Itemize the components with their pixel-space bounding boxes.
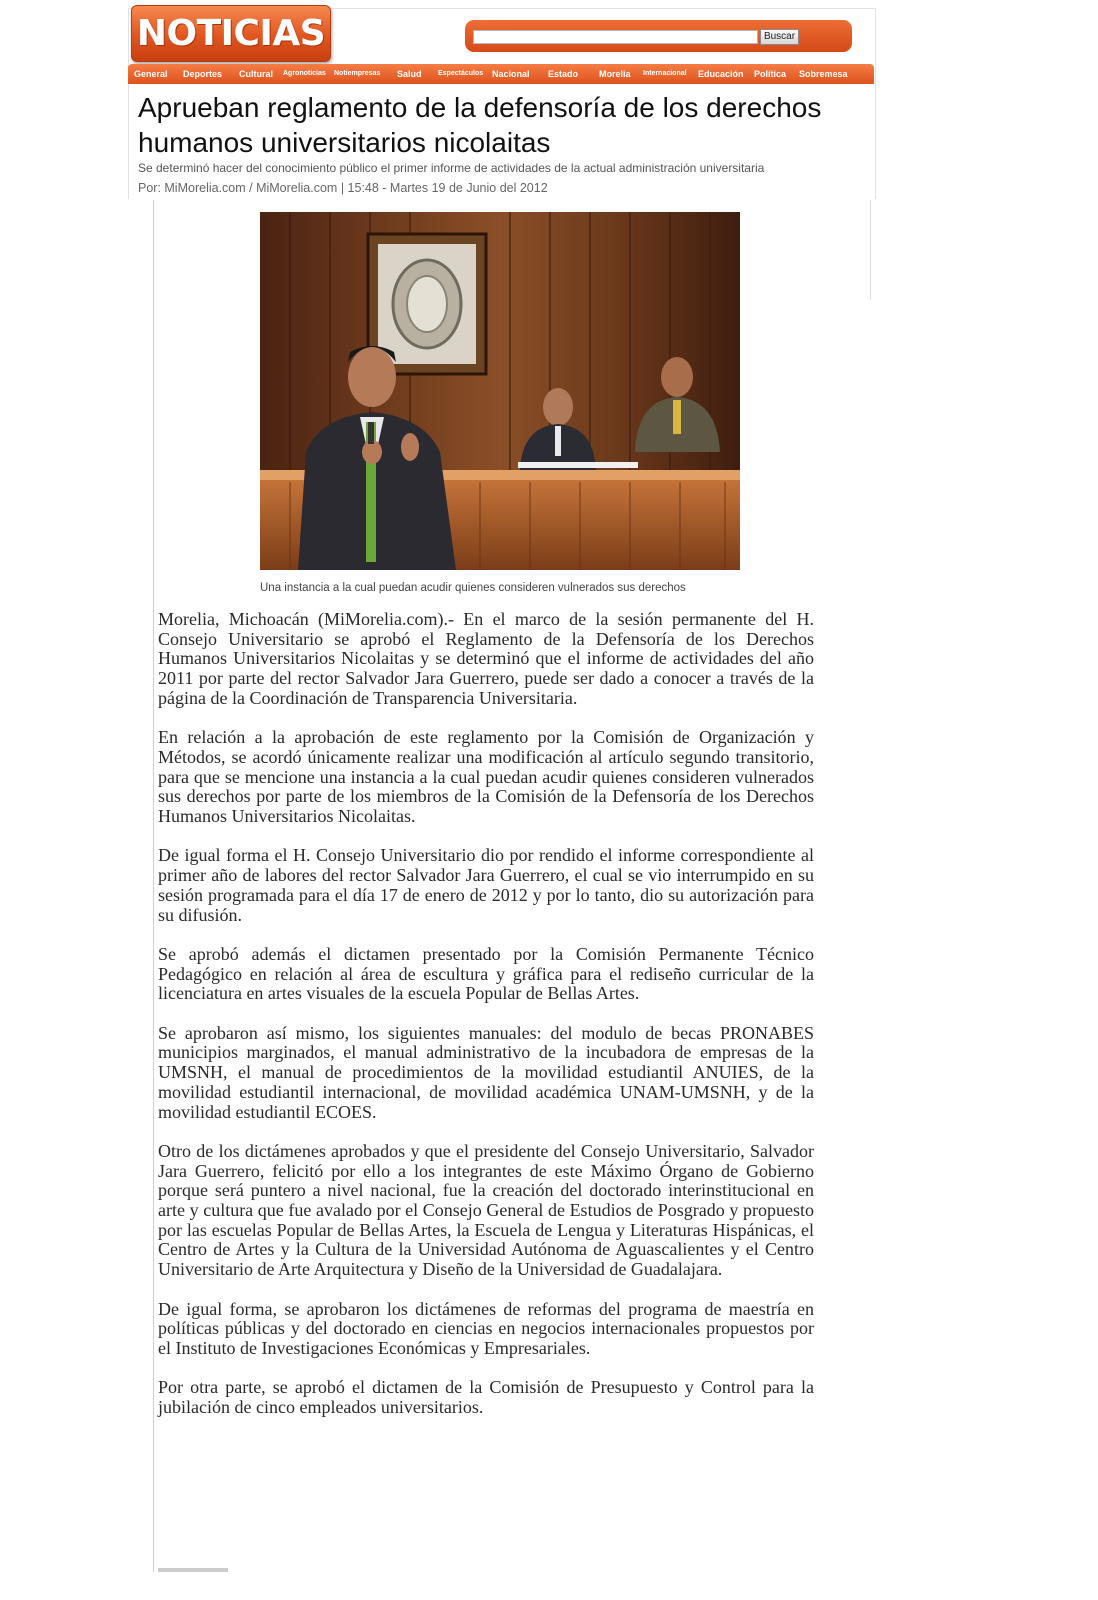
cut-off-text-remnant	[158, 1568, 228, 1572]
nav-item-cultural[interactable]: Cultural	[239, 69, 274, 79]
article-paragraph: De igual forma, se aprobaron los dictámenes de reformas del programa de maestría en políticas públicas y del doctorado en ciencias en negocios internacionales propuestos por el Instituto de Investigaciones Económicas y Empresariales.	[158, 1298, 814, 1358]
nav-item-educacion[interactable]: Educación	[698, 69, 744, 79]
article-paragraph: Por otra parte, se aprobó el dictamen de la Comisión de Presupuesto y Control para la jubilación de cinco empleados universitarios.	[158, 1377, 814, 1418]
article-paragraph: Se aprobó además el dictamen presentado por la Comisión Permanente Técnico Pedagógico en relación al área de escultura y gráfica para el rediseño curricular de la licenciatura en artes visuales de la escuela Popular de Bellas Artes.	[158, 943, 814, 1004]
nav-item-sobremesa[interactable]: Sobremesa	[799, 69, 848, 79]
nav-item-notiempresas[interactable]: Notiempresas	[334, 70, 381, 77]
content-border	[153, 200, 154, 1572]
article-paragraph: Morelia, Michoacán (MiMorelia.com).- En el marco de la sesión permanente del H. Consejo Universitario se aprobó el Reglamento de la Defensoría de los Derechos Humanos Universitarios Nicolaitas y se determinó que el informe de actividades del año 2011 por parte del rector Salvador Jara Guerrero, puede ser dado a conocer a través de la página de la Coordinación de Transparencia Universitaria.	[158, 609, 814, 708]
category-nav	[128, 64, 874, 84]
nav-item-agronoticias[interactable]: Agronoticias	[283, 70, 326, 77]
article-byline: Por: MiMorelia.com / MiMorelia.com | 15:48 - Martes 19 de Junio del 2012	[138, 181, 548, 195]
article-body	[158, 610, 814, 1437]
nav-item-estado[interactable]: Estado	[548, 69, 579, 79]
nav-item-general[interactable]: General	[134, 69, 168, 79]
site-logo[interactable]: NOTICIAS	[131, 5, 331, 62]
article-paragraph: Se aprobaron así mismo, los siguientes manuales: del modulo de becas PRONABES municipios marginados, el manual administrativo de la incubadora de empresas de la UMSNH, el manual de procedimientos de la movilidad estudiantil ANUIES, de la movilidad estudiantil internacional, de movilidad académica UNAM-UMSNH, y de la movilidad estudiantil ECOES.	[158, 1022, 814, 1122]
article-paragraph: De igual forma el H. Consejo Universitario dio por rendido el informe correspondiente al primer año de labores del rector Salvador Jara Guerrero, el cual se vio interrumpido en su sesión programada para el día 17 de enero de 2012 y por lo tanto, dio su autorización para su difusión.	[158, 845, 814, 925]
nav-item-espectaculos[interactable]: Espectáculos	[438, 70, 484, 77]
article-paragraph: En relación a la aprobación de este reglamento por la Comisión de Organización y Métodos, se acordó únicamente realizar una modificación al artículo segundo transitorio, para que se mencione una instancia a la cual puedan acudir quienes consideren vulnerados sus derechos por parte de los miembros de la Comisión de la Defensoría de los Derechos Humanos Universitarios Nicolaitas.	[158, 727, 814, 827]
search-button[interactable]: Buscar	[760, 29, 799, 45]
nav-item-politica[interactable]: Política	[754, 69, 787, 79]
sidebar-border	[870, 200, 871, 300]
nav-item-salud[interactable]: Salud	[397, 69, 422, 79]
article-photo	[260, 212, 740, 570]
nav-item-nacional[interactable]: Nacional	[492, 69, 530, 79]
nav-item-internacional[interactable]: Internacional	[643, 70, 687, 77]
article-subtitle: Se determinó hacer del conocimiento público el primer informe de actividades de la actual administración universitaria	[138, 161, 765, 175]
article-headline: Aprueban reglamento de la defensoría de los derechos humanos universitarios nicolaitas	[138, 92, 822, 158]
article-paragraph: Otro de los dictámenes aprobados y que el presidente del Consejo Universitario, Salvador Jara Guerrero, felicitó por ello a los integrantes de este Máximo Órgano de Gobierno porque será puntero a nivel nacional, fue la creación del doctorado interinstitucional en arte y cultura que fue avalado por el Consejo General de Estudios de Posgrado y propuesto por las escuelas Popular de Bellas Artes, la Escuela de Lengua y Literaturas Hispánicas, el Centro de Artes y la Cultura de la Universidad Autónoma de Aguascalientes y el Centro Universitario de Arte Arquitectura y Diseño de la Universidad de Guadalajara.	[158, 1140, 814, 1280]
nav-item-deportes[interactable]: Deportes	[183, 69, 223, 79]
search-input[interactable]	[473, 30, 758, 44]
photo-caption: Una instancia a la cual puedan acudir quienes consideren vulnerados sus derechos	[260, 582, 686, 594]
nav-item-morelia[interactable]: Morelia	[599, 69, 631, 79]
